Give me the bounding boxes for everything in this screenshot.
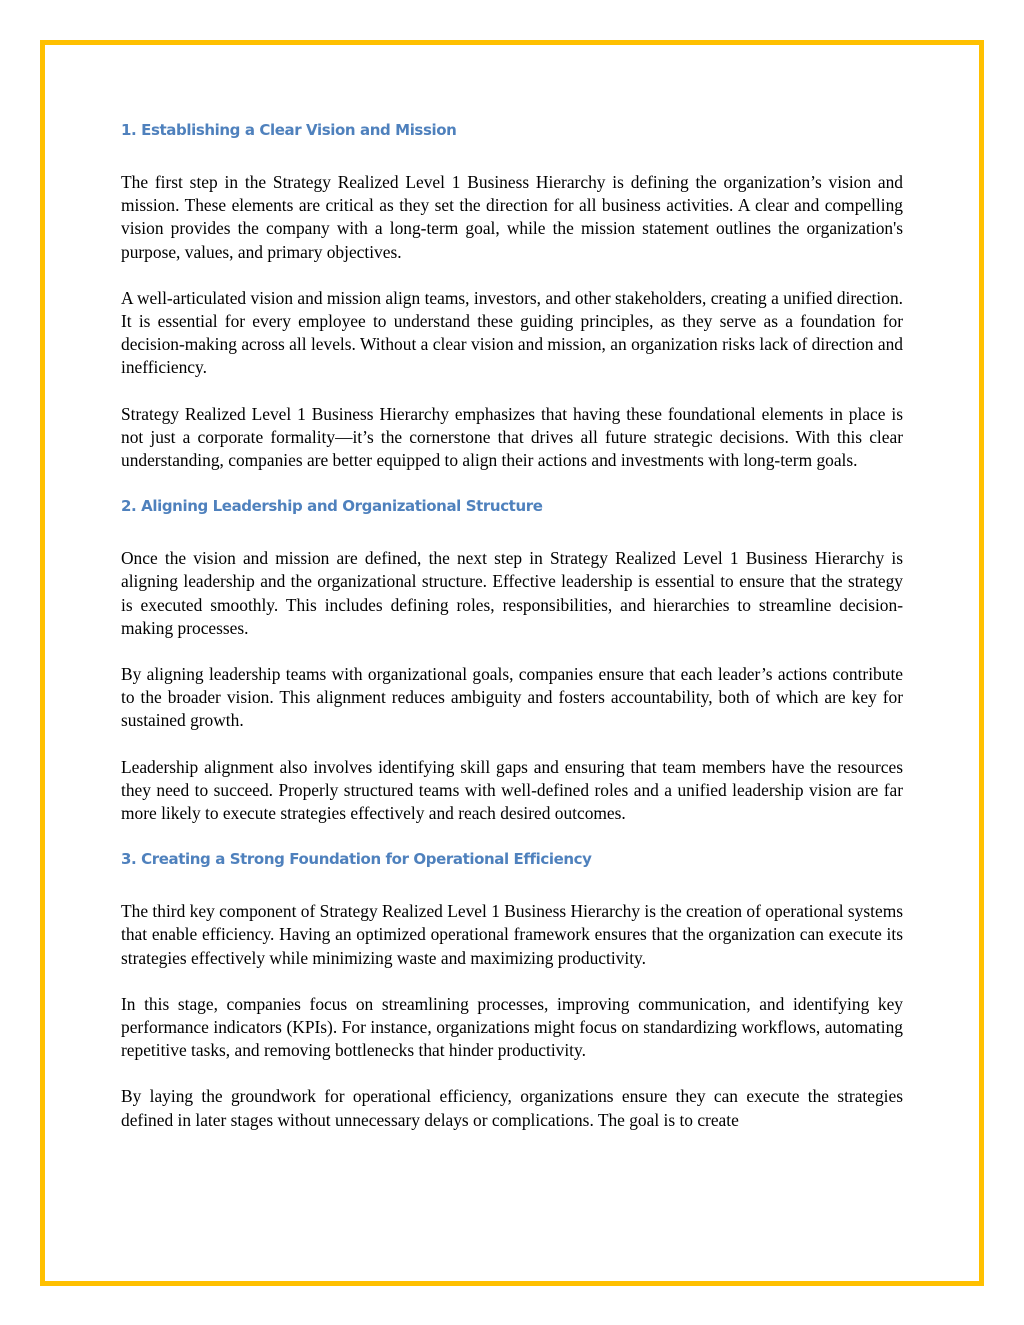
document-body [121, 118, 903, 1155]
section-1 [121, 118, 903, 472]
section-heading: 3. Creating a Strong Foundation for Operational Efficiency [121, 850, 592, 869]
paragraph: The third key component of Strategy Realized Level 1 Business Hierarchy is the creation of operational systems that enable efficiency. Having an optimized operational framework ensures that the organization can execute its strategies effectively while minimizing waste and maximizing productivity. [121, 901, 903, 968]
paragraph: In this stage, companies focus on streamlining processes, improving communication, and identifying key performance indicators (KPIs). For instance, organizations might focus on standardizing workflows, automating repetitive tasks, and removing bottlenecks that hinder productivity. [121, 993, 903, 1061]
paragraph: A well-articulated vision and mission align teams, investors, and other stakeholders, creating a unified direction. It is essential for every employee to understand these guiding principles, as they serve as a foundation for decision-making across all levels. Without a clear vision and mission, an organization risks lack of direction and inefficiency. [121, 287, 903, 378]
paragraph: The first step in the Strategy Realized Level 1 Business Hierarchy is defining the organization’s vision and mission. These elements are critical as they set the direction for all business activities. A clear and compelling vision provides the company with a long-term goal, while the mission statement outlines the organization's purpose, values, and primary objectives. [121, 172, 903, 262]
paragraph: Once the vision and mission are defined, the next step in Strategy Realized Level 1 Business Hierarchy is aligning leadership and the organizational structure. Effective leadership is essential to ensure that the strategy is executed smoothly. This includes defining roles, responsibilities, and hierarchies to streamline decision-making processes. [121, 548, 903, 638]
section-2 [121, 494, 903, 825]
section-heading: 2. Aligning Leadership and Organizational Structure [121, 497, 543, 516]
paragraph: Leadership alignment also involves identifying skill gaps and ensuring that team members have the resources they need to succeed. Properly structured teams with well-defined roles and a unified leadership vision are far more likely to execute strategies effectively and reach desired outcomes. [121, 756, 903, 824]
section-3 [121, 847, 903, 1132]
paragraph: Strategy Realized Level 1 Business Hierarchy emphasizes that having these foundational elements in place is not just a corporate formality—it’s the cornerstone that drives all future strategic decisions. With this clear understanding, companies are better equipped to align their actions and investments with long-term goals. [121, 403, 903, 471]
section-heading: 1. Establishing a Clear Vision and Mission [121, 121, 457, 139]
paragraph: By laying the groundwork for operational efficiency, organizations ensure they can execute the strategies defined in later stages without unnecessary delays or complications. The goal is to create [121, 1086, 903, 1130]
paragraph: By aligning leadership teams with organizational goals, companies ensure that each leader’s actions contribute to the broader vision. This alignment reduces ambiguity and fosters accountability, both of which are key for sustained growth. [121, 664, 903, 731]
